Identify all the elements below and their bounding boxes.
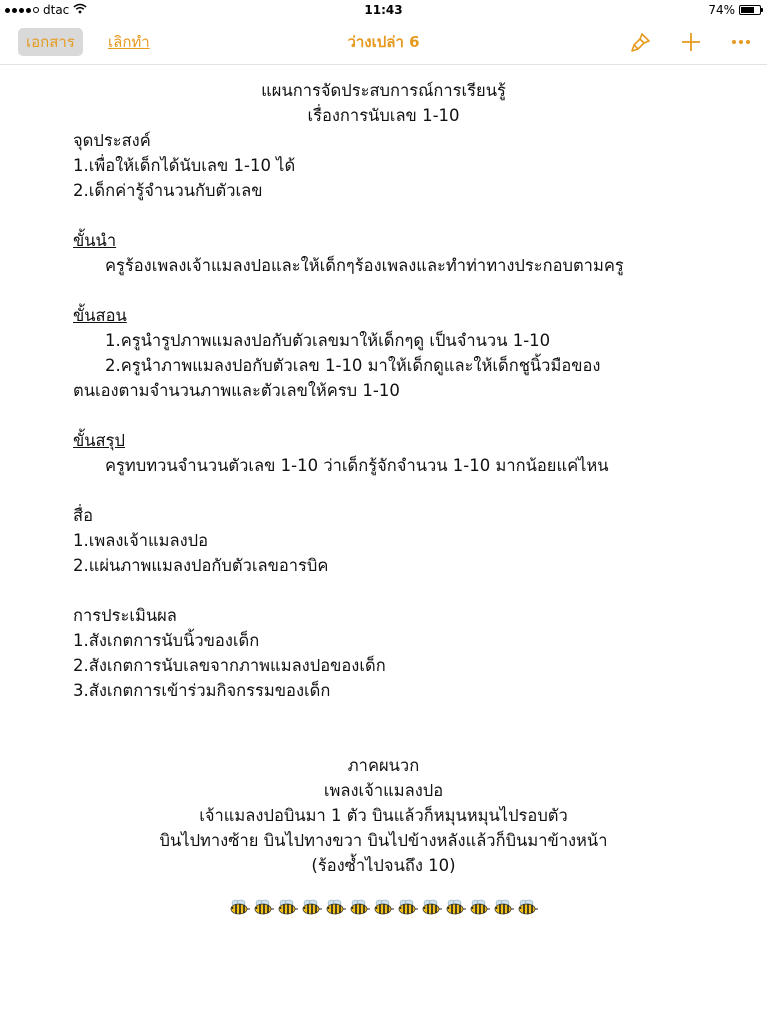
document-heading-1: แผนการจัดประสบการณ์การเรียนรู้ <box>261 81 506 100</box>
bee-icon <box>421 899 443 915</box>
bee-icon <box>373 899 395 915</box>
bee-icon <box>325 899 347 915</box>
status-time: 11:43 <box>364 3 403 17</box>
media-item: 2.แผ่นภาพแมลงปอกับตัวเลขอารบิค <box>73 556 329 575</box>
summary-text: ครูทบทวนจำนวนตัวเลข 1-10 ว่าเด็กรู้จักจำนวน 1-10 มากน้อยแค่ไหน <box>105 456 609 475</box>
brush-icon[interactable] <box>629 30 653 54</box>
bee-icon <box>469 899 491 915</box>
evaluation-item: 2.สังเกตการนับเลขจากภาพแมลงปอของเด็ก <box>73 656 386 675</box>
carrier-label: dtac <box>43 3 70 17</box>
add-icon[interactable] <box>679 30 703 54</box>
bee-icon <box>517 899 539 915</box>
battery-icon <box>739 5 761 15</box>
evaluation-heading: การประเมินผล <box>73 606 177 625</box>
intro-heading: ขั้นนำ <box>73 231 117 250</box>
documents-button[interactable]: เอกสาร <box>18 28 83 56</box>
bee-icon <box>253 899 275 915</box>
song-line: (ร้องซ้ำไปจนถึง 10) <box>311 856 456 875</box>
status-bar <box>0 0 767 20</box>
document-heading-2: เรื่องการนับเลข 1-10 <box>307 106 460 125</box>
bee-icon <box>301 899 323 915</box>
teach-step-continuation: ตนเองตามจำนวนภาพและตัวเลขให้ครบ 1-10 <box>73 381 400 400</box>
song-title: เพลงเจ้าแมลงปอ <box>323 781 444 800</box>
teach-heading: ขั้นสอน <box>73 306 127 325</box>
objective-item: 2.เด็กค่ารู้จำนวนกับตัวเลข <box>73 181 263 200</box>
toolbar-icons <box>629 30 753 54</box>
bee-icon <box>277 899 299 915</box>
bee-icon <box>229 899 251 915</box>
summary-heading: ขั้นสรุป <box>73 431 125 450</box>
battery-percent: 74% <box>708 3 735 17</box>
document-body[interactable] <box>0 78 767 917</box>
document-title[interactable]: ว่างเปล่า 6 <box>347 33 420 51</box>
bee-icon <box>445 899 467 915</box>
bee-icon <box>493 899 515 915</box>
objective-item: 1.เพื่อให้เด็กได้นับเลข 1-10 ได้ <box>73 156 296 175</box>
media-heading: สื่อ <box>73 506 93 525</box>
evaluation-item: 3.สังเกตการเข้าร่วมกิจกรรมของเด็ก <box>73 681 331 700</box>
song-line: เจ้าแมลงปอบินมา 1 ตัว บินแล้วก็หมุนหมุนไปรอบตัว <box>199 806 568 825</box>
media-item: 1.เพลงเจ้าแมลงปอ <box>73 531 209 550</box>
undo-button[interactable]: เลิกทำ <box>108 33 150 51</box>
intro-text: ครูร้องเพลงเจ้าแมลงปอและให้เด็กๆร้องเพลงและทำท่าทางประกอบตามครู <box>105 256 624 275</box>
more-icon[interactable] <box>729 30 753 54</box>
evaluation-item: 1.สังเกตการนับนิ้วของเด็ก <box>73 631 260 650</box>
battery-level <box>741 7 754 13</box>
teach-step: 1.ครูนำรูปภาพแมลงปอกับตัวเลขมาให้เด็กๆดู เป็นจำนวน 1-10 <box>105 331 551 350</box>
status-right <box>708 3 761 17</box>
teach-step: 2.ครูนำภาพแมลงปอกับตัวเลข 1-10 มาให้เด็กดูและให้เด็กชูนิ้วมือของ <box>105 356 601 375</box>
song-line: บินไปทางซ้าย บินไปทางขวา บินไปข้างหลังแล้วก็บินมาข้างหน้า <box>159 831 608 850</box>
bee-emoji-row <box>0 896 767 917</box>
objective-heading: จุดประสงค์ <box>73 131 151 150</box>
bee-icon <box>397 899 419 915</box>
bee-icon <box>349 899 371 915</box>
toolbar <box>0 20 767 65</box>
appendix-heading: ภาคผนวก <box>347 756 420 775</box>
